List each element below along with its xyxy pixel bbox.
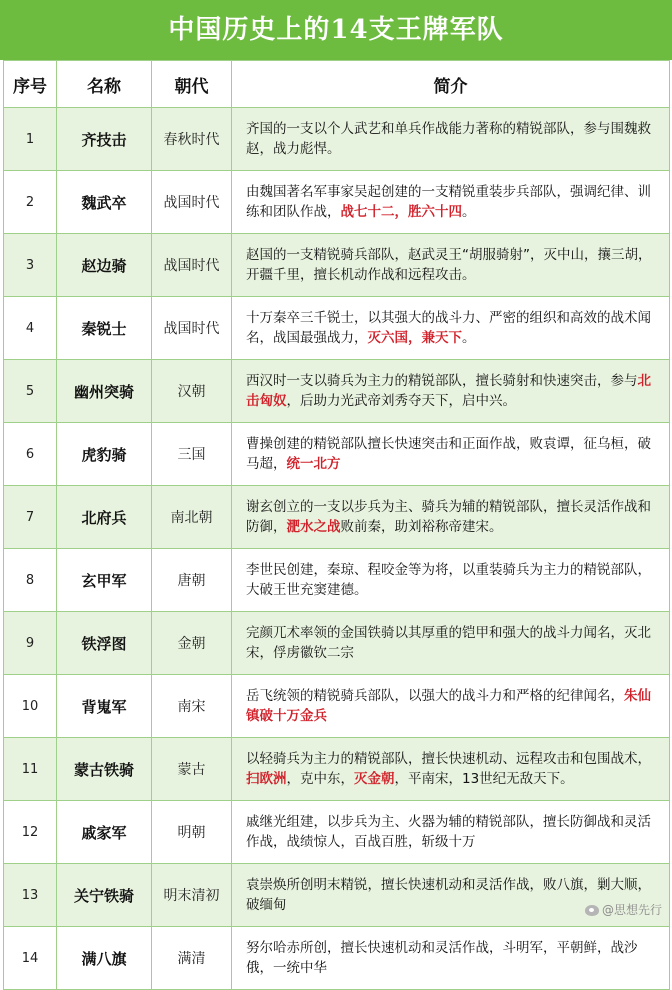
row-number: 11 bbox=[4, 738, 57, 801]
description-text: 谢玄创立的一支以步兵为主、骑兵为辅的精锐部队，擅长灵活作战和防御， bbox=[246, 499, 651, 535]
description-text: 袁崇焕所创明末精锐，擅长快速机动和灵活作战，败八旗，剿大顺，破缅甸 bbox=[246, 877, 651, 913]
page-title: 中国历史上的14支王牌军队 bbox=[0, 0, 672, 60]
dynasty: 战国时代 bbox=[152, 297, 232, 360]
row-number: 8 bbox=[4, 549, 57, 612]
army-name: 幽州突骑 bbox=[57, 360, 152, 423]
highlight-text: 朱仙镇破十万金兵 bbox=[246, 688, 651, 724]
army-name: 魏武卒 bbox=[57, 171, 152, 234]
army-name: 戚家军 bbox=[57, 801, 152, 864]
army-name: 关宁铁骑 bbox=[57, 864, 152, 927]
army-name: 蒙古铁骑 bbox=[57, 738, 152, 801]
row-number: 4 bbox=[4, 297, 57, 360]
highlight-text: 北击匈奴 bbox=[246, 373, 651, 409]
header-name: 名称 bbox=[57, 61, 152, 108]
description-text: 由魏国著名军事家吴起创建的一支精锐重装步兵部队，强调纪律、训练和团队作战， bbox=[246, 184, 651, 220]
army-name: 赵边骑 bbox=[57, 234, 152, 297]
description bbox=[232, 108, 670, 171]
row-number: 3 bbox=[4, 234, 57, 297]
table-row bbox=[4, 234, 670, 297]
highlight-text: 淝水之战 bbox=[286, 519, 341, 535]
highlight-text: 灭六国，兼天下 bbox=[367, 330, 462, 346]
row-number: 5 bbox=[4, 360, 57, 423]
dynasty: 三国 bbox=[152, 423, 232, 486]
description-text: 李世民创建，秦琼、程咬金等为将，以重装骑兵为主力的精锐部队，大破王世充窦建德。 bbox=[246, 562, 651, 598]
dynasty: 春秋时代 bbox=[152, 108, 232, 171]
row-number: 12 bbox=[4, 801, 57, 864]
description-text: 。 bbox=[462, 330, 476, 346]
army-table bbox=[3, 60, 670, 990]
dynasty: 南北朝 bbox=[152, 486, 232, 549]
row-number: 14 bbox=[4, 927, 57, 990]
table-row bbox=[4, 486, 670, 549]
header-era: 朝代 bbox=[152, 61, 232, 108]
table-row bbox=[4, 423, 670, 486]
army-name: 北府兵 bbox=[57, 486, 152, 549]
row-number: 1 bbox=[4, 108, 57, 171]
highlight-text: 统一北方 bbox=[286, 456, 341, 472]
army-name: 秦锐士 bbox=[57, 297, 152, 360]
description-text: 西汉时一支以骑兵为主力的精锐部队，擅长骑射和快速突击，参与 bbox=[246, 373, 638, 389]
weibo-icon bbox=[585, 905, 599, 916]
description-text: 完颜兀术率领的金国铁骑以其厚重的铠甲和强大的战斗力闻名，灭北宋，俘虏徽钦二宗 bbox=[246, 625, 651, 661]
description bbox=[232, 486, 670, 549]
highlight-text: 扫欧洲 bbox=[246, 771, 287, 787]
table-row bbox=[4, 108, 670, 171]
description-text: 十万秦卒三千锐士，以其强大的战斗力、严密的组织和高效的战术闻名，战国最强战力， bbox=[246, 310, 651, 346]
highlight-text: 战七十二，胜六十四 bbox=[340, 204, 462, 220]
army-name: 齐技击 bbox=[57, 108, 152, 171]
table-body bbox=[4, 108, 670, 990]
dynasty: 战国时代 bbox=[152, 234, 232, 297]
description-text: 。 bbox=[462, 204, 476, 220]
table-row bbox=[4, 801, 670, 864]
header-no: 序号 bbox=[4, 61, 57, 108]
table-header-row bbox=[4, 61, 670, 108]
description bbox=[232, 360, 670, 423]
army-name: 铁浮图 bbox=[57, 612, 152, 675]
description bbox=[232, 738, 670, 801]
highlight-text: 灭金朝 bbox=[354, 771, 395, 787]
row-number: 2 bbox=[4, 171, 57, 234]
row-number: 10 bbox=[4, 675, 57, 738]
description bbox=[232, 297, 670, 360]
army-name: 虎豹骑 bbox=[57, 423, 152, 486]
table-row bbox=[4, 297, 670, 360]
description bbox=[232, 549, 670, 612]
description bbox=[232, 612, 670, 675]
row-number: 7 bbox=[4, 486, 57, 549]
description-text: 齐国的一支以个人武艺和单兵作战能力著称的精锐部队，参与围魏救赵，战力彪悍。 bbox=[246, 121, 651, 157]
description-text: ，后助力光武帝刘秀夺天下，启中兴。 bbox=[286, 393, 516, 409]
description-text: 曹操创建的精锐部队擅长快速突击和正面作战，败袁谭，征乌桓，破马超， bbox=[246, 436, 651, 472]
dynasty: 明朝 bbox=[152, 801, 232, 864]
dynasty: 唐朝 bbox=[152, 549, 232, 612]
dynasty: 南宋 bbox=[152, 675, 232, 738]
watermark bbox=[585, 901, 662, 918]
table-row bbox=[4, 927, 670, 990]
dynasty: 汉朝 bbox=[152, 360, 232, 423]
table-row bbox=[4, 171, 670, 234]
table-row bbox=[4, 549, 670, 612]
dynasty: 满清 bbox=[152, 927, 232, 990]
table-row bbox=[4, 360, 670, 423]
description bbox=[232, 171, 670, 234]
row-number: 9 bbox=[4, 612, 57, 675]
description-text: 赵国的一支精锐骑兵部队，赵武灵王“胡服骑射”，灭中山，攘三胡，开疆千里，擅长机动作战和远程攻击。 bbox=[246, 247, 652, 283]
description-text: 岳飞统领的精锐骑兵部队，以强大的战斗力和严格的纪律闻名， bbox=[246, 688, 624, 704]
table-row bbox=[4, 612, 670, 675]
description bbox=[232, 234, 670, 297]
description-text: ，平南宋，13世纪无敌天下。 bbox=[394, 771, 574, 787]
table-row bbox=[4, 864, 670, 927]
row-number: 6 bbox=[4, 423, 57, 486]
dynasty: 战国时代 bbox=[152, 171, 232, 234]
army-name: 满八旗 bbox=[57, 927, 152, 990]
description-text: ，克中东， bbox=[286, 771, 354, 787]
army-name: 背嵬军 bbox=[57, 675, 152, 738]
watermark-text: @思想先行 bbox=[601, 903, 662, 917]
description bbox=[232, 675, 670, 738]
description-text: 戚继光组建，以步兵为主、火器为辅的精锐部队，擅长防御战和灵活作战，战绩惊人，百战百胜，斩级十万 bbox=[246, 814, 651, 850]
table-row bbox=[4, 675, 670, 738]
description-text: 败前秦，助刘裕称帝建宋。 bbox=[340, 519, 503, 535]
dynasty: 蒙古 bbox=[152, 738, 232, 801]
description bbox=[232, 927, 670, 990]
header-desc: 简介 bbox=[232, 61, 670, 108]
army-name: 玄甲军 bbox=[57, 549, 152, 612]
description-text: 努尔哈赤所创，擅长快速机动和灵活作战，斗明军，平朝鲜，战沙俄，一统中华 bbox=[246, 940, 638, 976]
description bbox=[232, 801, 670, 864]
description bbox=[232, 423, 670, 486]
table-row bbox=[4, 738, 670, 801]
description-text: 以轻骑兵为主力的精锐部队，擅长快速机动、远程攻击和包围战术， bbox=[246, 751, 651, 767]
row-number: 13 bbox=[4, 864, 57, 927]
dynasty: 明末清初 bbox=[152, 864, 232, 927]
dynasty: 金朝 bbox=[152, 612, 232, 675]
